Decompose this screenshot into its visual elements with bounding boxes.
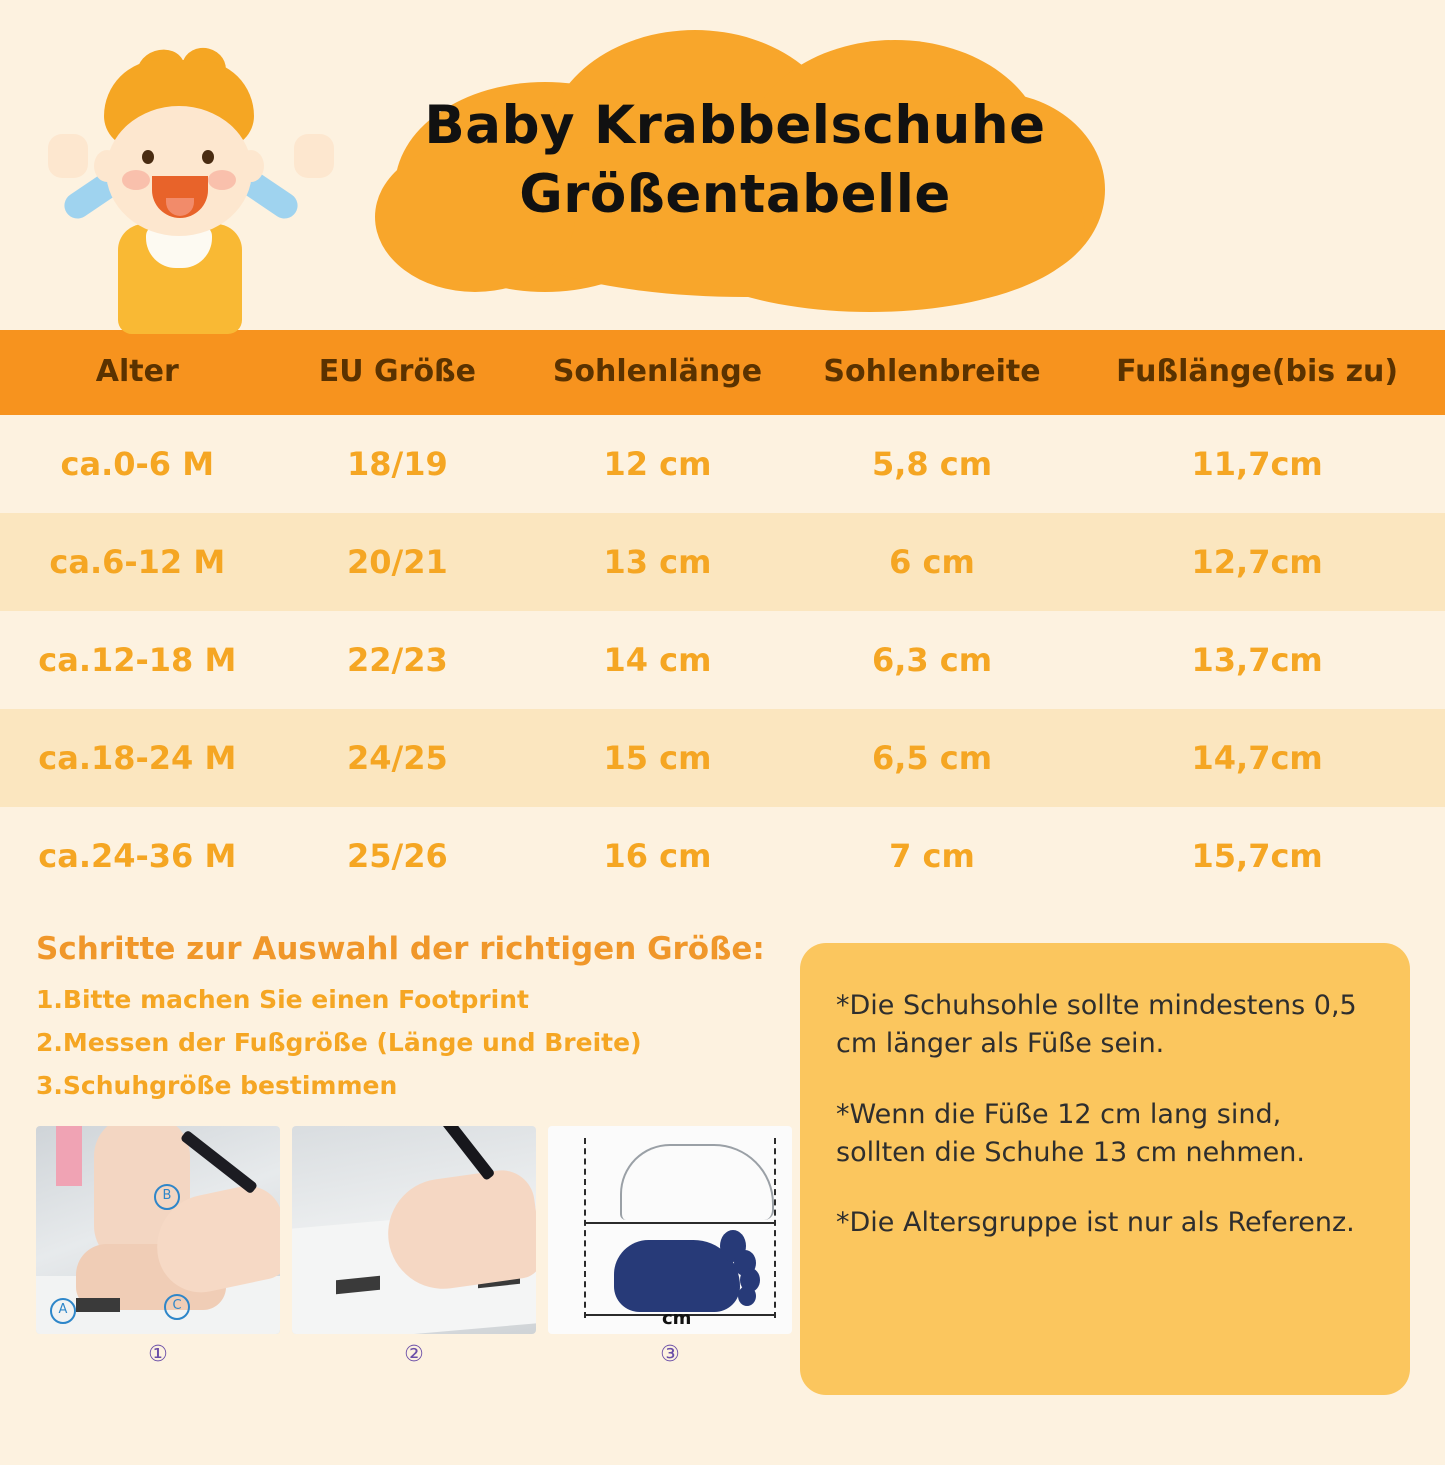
cell-eu-groesse: 20/21 xyxy=(275,513,521,611)
header xyxy=(0,0,1445,330)
cell-sohlenbreite: 6,3 cm xyxy=(795,611,1070,709)
note-text: *Wenn die Füße 12 cm lang sind, sollten die Schuhe 13 cm nehmen. xyxy=(836,1098,1305,1168)
cell-sohlenbreite: 6,5 cm xyxy=(795,709,1070,807)
cell-sohlenbreite: 5,8 cm xyxy=(795,415,1070,513)
title-cloud-banner xyxy=(355,22,1115,307)
column-header-sohlenbreite: Sohlenbreite xyxy=(795,330,1070,415)
table-row xyxy=(0,415,1445,513)
cell-alter: ca.24-36 M xyxy=(0,807,275,905)
table-row xyxy=(0,513,1445,611)
cell-eu-groesse: 22/23 xyxy=(275,611,521,709)
photo-mark-paper-icon xyxy=(292,1126,536,1334)
photo-caption: ③ xyxy=(660,1342,680,1367)
cell-alter: ca.6-12 M xyxy=(0,513,275,611)
list-item: 1.Bitte machen Sie einen Footprint xyxy=(36,985,529,1014)
cell-alter: ca.18-24 M xyxy=(0,709,275,807)
cell-alter: ca.0-6 M xyxy=(0,415,275,513)
page-title xyxy=(355,92,1115,230)
table-header-row xyxy=(0,330,1445,415)
note-text: *Die Altersgruppe ist nur als Referenz. xyxy=(836,1207,1355,1239)
cell-eu-groesse: 25/26 xyxy=(275,807,521,905)
photo-cell xyxy=(36,1126,280,1367)
bottom-section xyxy=(0,905,1445,1465)
cell-sohlenbreite: 6 cm xyxy=(795,513,1070,611)
page-title-line-2: Größentabelle xyxy=(519,163,951,225)
cell-eu-groesse: 18/19 xyxy=(275,415,521,513)
photo-trace-foot-icon: A B C xyxy=(36,1126,280,1334)
column-header-sohlenlaenge: Sohlenlänge xyxy=(520,330,795,415)
photo-cell xyxy=(292,1126,536,1367)
photo-cell xyxy=(548,1126,792,1367)
cell-fusslaenge: 14,7cm xyxy=(1069,709,1445,807)
cell-sohlenlaenge: 12 cm xyxy=(520,415,795,513)
photo-caption: ① xyxy=(148,1342,168,1367)
cell-fusslaenge: 15,7cm xyxy=(1069,807,1445,905)
cell-sohlenlaenge: 15 cm xyxy=(520,709,795,807)
cell-fusslaenge: 13,7cm xyxy=(1069,611,1445,709)
cell-sohlenlaenge: 16 cm xyxy=(520,807,795,905)
column-header-alter: Alter xyxy=(0,330,275,415)
size-chart-table xyxy=(0,330,1445,905)
table-row xyxy=(0,807,1445,905)
steps-title: Schritte zur Auswahl der richtigen Größe: xyxy=(36,931,765,967)
cell-fusslaenge: 12,7cm xyxy=(1069,513,1445,611)
list-item: 3.Schuhgröße bestimmen xyxy=(36,1071,398,1100)
table-row xyxy=(0,611,1445,709)
note-text: *Die Schuhsohle sollte mindestens 0,5 cm länger als Füße sein. xyxy=(836,990,1357,1060)
cell-alter: ca.12-18 M xyxy=(0,611,275,709)
notes-box xyxy=(800,943,1410,1395)
photo-caption: ② xyxy=(404,1342,424,1367)
cell-sohlenlaenge: 14 cm xyxy=(520,611,795,709)
page-title-line-1: Baby Krabbelschuhe xyxy=(424,95,1046,156)
list-item: 2.Messen der Fußgröße (Länge und Breite) xyxy=(36,1028,642,1057)
column-header-eu-groesse: EU Größe xyxy=(275,330,521,415)
baby-illustration-icon xyxy=(42,58,342,328)
cell-sohlenlaenge: 13 cm xyxy=(520,513,795,611)
column-header-fusslaenge: Fußlänge(bis zu) xyxy=(1069,330,1445,415)
photo-strip xyxy=(36,1126,776,1367)
cell-eu-groesse: 24/25 xyxy=(275,709,521,807)
table-row xyxy=(0,709,1445,807)
diagram-unit-label: cm xyxy=(662,1308,692,1329)
cell-fusslaenge: 11,7cm xyxy=(1069,415,1445,513)
photo-foot-diagram-icon xyxy=(548,1126,792,1334)
cell-sohlenbreite: 7 cm xyxy=(795,807,1070,905)
